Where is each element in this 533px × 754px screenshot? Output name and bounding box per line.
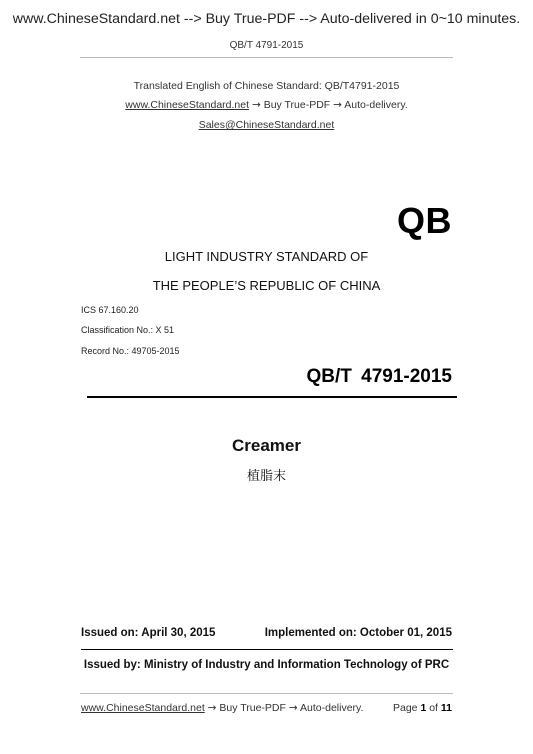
page-current: 1	[420, 702, 427, 714]
standard-title-line-1: LIGHT INDUSTRY STANDARD OF	[164, 249, 369, 264]
footer-site-link[interactable]: www.ChineseStandard.net	[81, 702, 205, 714]
page-of: of	[429, 702, 438, 714]
translation-links	[0, 99, 533, 111]
issue-divider	[81, 649, 453, 650]
standard-title-line-2: THE PEOPLE’S REPUBLIC OF CHINA	[152, 278, 381, 293]
arrow-right-icon: →	[288, 702, 298, 714]
document-title: Creamer	[232, 436, 301, 455]
translation-note: Translated English of Chinese Standard: QB/T4791-2015	[133, 80, 400, 92]
footer-links	[81, 702, 363, 714]
email-line	[0, 119, 533, 131]
title-divider	[87, 396, 457, 398]
auto-delivery-text: Auto-delivery.	[344, 99, 408, 111]
classification-no: Classification No.: X 51	[81, 325, 175, 335]
implemented-date: Implemented on: October 01, 2015	[264, 627, 452, 639]
header-standard-code: QB/T 4791-2015	[229, 40, 304, 51]
issuing-authority: Issued by: Ministry of Industry and Information Technology of PRC	[83, 659, 450, 671]
page-total: 11	[440, 702, 452, 714]
arrow-right-icon: →	[207, 702, 217, 714]
arrow-right-icon: →	[251, 99, 261, 111]
arrow-right-icon: →	[333, 99, 342, 111]
record-no: Record No.: 49705-2015	[81, 346, 180, 356]
standard-number: QB/T 4791-2015	[306, 366, 452, 387]
page-label: Page	[392, 702, 418, 714]
footer-divider	[80, 693, 453, 694]
email-link[interactable]: Sales@ChineseStandard.net	[198, 119, 335, 131]
ics-code: ICS 67.160.20	[81, 305, 139, 315]
issued-date: Issued on: April 30, 2015	[81, 627, 216, 639]
page-indicator	[393, 702, 452, 714]
top-banner: www.ChineseStandard.net --> Buy True-PDF --> Auto-delivered in 0~10 minutes.	[12, 11, 521, 27]
footer-buy-text: Buy True-PDF	[219, 702, 286, 714]
header-divider	[80, 57, 453, 58]
site-link[interactable]: www.ChineseStandard.net	[125, 99, 250, 111]
qb-logo: QB	[397, 200, 452, 241]
document-title-chinese: 植脂末	[246, 468, 286, 483]
footer-delivery-text: Auto-delivery.	[300, 702, 364, 714]
buy-pdf-text: Buy True-PDF	[263, 99, 331, 111]
